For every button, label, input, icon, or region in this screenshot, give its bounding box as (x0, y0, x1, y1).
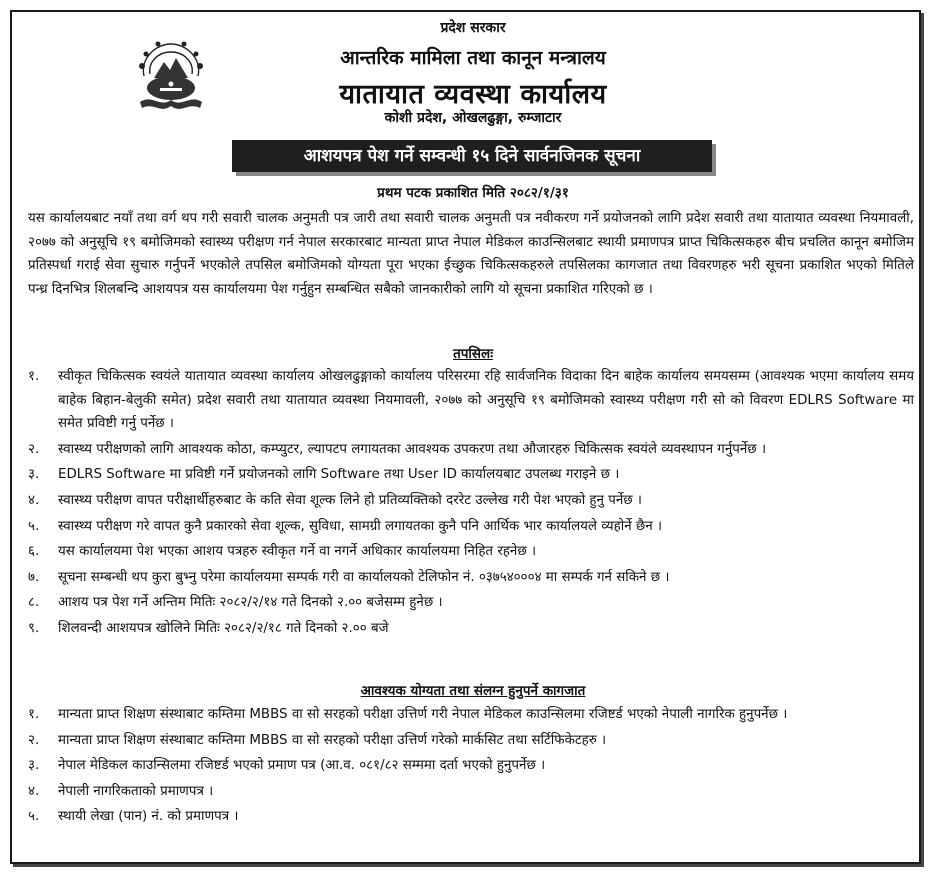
tapasil-heading (0, 344, 946, 362)
docs-list (28, 703, 914, 831)
item-text: स्वीकृत चिकित्सक स्वयंले यातायात व्यवस्था कार्यालय ओखलढुङ्गाको कार्यालय परिसरमा रहि सार्वजनिक विदाका दिन बाहेक कार्यालय समयसम्म (आवश्यक भएमा कार्यालय समय बाहेक बिहान-बेलुकी समेत) प्रदेश सवारी तथा यातायात व्यवस्था नियमावली, २०७७ को अनुसूचि १९ बमोजिमको स्वास्थ्य परीक्षण गरी सो को विवरण EDLRS Software मा समेत प्रविष्टी गर्नु पर्नेछ । (58, 369, 914, 432)
item-text: स्वास्थ्य परीक्षण वापत परीक्षार्थीहरुबाट के कति सेवा शूल्क लिने हो प्रतिव्यक्तिको दररेट उल्लेख गरी पेश भएको हुनु पर्नेछ । (58, 492, 642, 508)
header-government: प्रदेश सरकार (440, 20, 506, 36)
tapasil-list (28, 365, 914, 643)
item-number: ३. (28, 467, 40, 483)
item-text: नेपाल मेडिकल काउन्सिलमा रजिष्टर्ड भएको प्रमाण पत्र (आ.व. ०८१/८२ सम्ममा दर्ता भएको हुनुपर्नेछ । (58, 758, 546, 774)
item-number: २. (28, 732, 40, 748)
notice-title-banner: आशयपत्र पेश गर्ने सम्वन्धी १५ दिने सार्वनजिनक सूचना (232, 140, 712, 172)
list-item (28, 754, 914, 778)
item-number: ५. (28, 518, 40, 534)
publish-date: प्रथम पटक प्रकाशित मिति २०८२/१/३१ (377, 185, 569, 201)
docs-heading-text: आवश्यक योग्यता तथा संलग्न हुनुपर्ने कागजात (360, 683, 586, 699)
item-number: ९. (28, 620, 40, 636)
item-text: स्थायी लेखा (पान) नं. को प्रमाणपत्र । (58, 809, 239, 825)
list-item (28, 617, 914, 641)
list-item (28, 729, 914, 753)
item-text: स्वास्थ्य परीक्षणको लागि आवश्यक कोठा, कम्प्युटर, ल्यापटप लगायतका आवश्यक उपकरण तथा औजारहरु चिकित्सक स्वयंले व्यवस्थापन गर्नुपर्नेछ । (58, 441, 767, 457)
item-number: ४. (28, 492, 40, 508)
header-office: यातायात व्यवस्था कार्यालय (339, 79, 607, 110)
item-text: मान्यता प्राप्त शिक्षण संस्थाबाट कम्तिमा MBBS वा सो सरहको परीक्षा उत्तिर्ण गरेको मार्कसिट तथा सर्टिफिकेटहरु । (58, 732, 607, 748)
intro-paragraph: यस कार्यालयबाट नयाँ तथा वर्ग थप गरी सवारी चालक अनुमती पत्र जारी तथा सवारी चालक अनुमती पत्र नवीकरण गर्ने प्रयोजनको लागि प्रदेश सवारी तथा यातायात व्यवस्था नियमावली, २०७७ को अनुसूचि १९ बमोजिमको स्वास्थ्य परीक्षण गर्न नेपाल सरकारबाट मान्यता प्राप्त नेपाल मेडिकल काउन्सिलबाट स्थायी प्रमाणपत्र प्राप्त चिकित्सकहरु बीच प्रचलित कानून बमोजिम प्रतिस्पर्धा गराई सेवा सुचारु गर्नुपर्ने भएकोले तपसिल बमोजिमको योग्यता पूरा भएका ईच्छुक चिकित्सकहरुले तपसिलका कागजात तथा विवरणहरु भरी सूचना प्रकाशित भएको मितिले पन्ध्र दिनभित्र शिलबन्दि आशयपत्र यस कार्यालयमा पेश गर्नुहुन सम्बन्धित सबैको जानकारीको लागि यो सूचना प्रकाशित गरिएको छ । (28, 211, 914, 297)
list-item (28, 566, 914, 590)
list-item (28, 591, 914, 615)
list-item (28, 515, 914, 539)
item-text: शिलवन्दी आशयपत्र खोलिने मितिः २०८२/२/१८ गते दिनको २.०० बजे (58, 620, 389, 636)
item-text: यस कार्यालयमा पेश भएका आशय पत्रहरु स्वीकृत गर्ने वा नगर्ने अधिकार कार्यालयमा निहित रहनेछ । (58, 544, 537, 560)
header-ministry: आन्तरिक मामिला तथा कानून मन्त्रालय (340, 47, 606, 69)
list-item (28, 703, 914, 727)
list-item (28, 438, 914, 462)
docs-heading (0, 681, 946, 699)
item-number: ८. (28, 595, 40, 611)
item-number: ५. (28, 809, 40, 825)
item-text: नेपाली नागरिकताको प्रमाणपत्र । (58, 783, 214, 799)
item-number: ७. (28, 569, 40, 585)
item-number: ६. (28, 544, 40, 560)
item-text: मान्यता प्राप्त शिक्षण संस्थाबाट कम्तिमा MBBS वा सो सरहको परीक्षा उत्तिर्ण गरी नेपाल मेडिकल काउन्सिलमा रजिष्टर्ड भएको नेपाली नागरिक हुनुपर्नेछ । (58, 707, 788, 722)
item-number: २. (28, 441, 40, 457)
list-item (28, 489, 914, 513)
item-number: ४. (28, 783, 40, 799)
tapasil-heading-text: तपसिलः (453, 346, 493, 362)
item-number: १. (28, 369, 40, 384)
list-item (28, 805, 914, 829)
header-address: कोशी प्रदेश, ओखलढुङ्गा, रुम्जाटार (384, 110, 562, 126)
item-text: सूचना सम्बन्धी थप कुरा बुभ्नु परेमा कार्यालयमा सम्पर्क गरी वा कार्यालयको टेलिफोन नं. ०३७५४०००४ मा सम्पर्क गर्न सकिने छ । (58, 569, 670, 585)
list-item (28, 780, 914, 804)
list-item (28, 540, 914, 564)
item-text: EDLRS Software मा प्रविष्टी गर्ने प्रयोजनको लागि Software तथा User ID कार्यालयबाट उपलब्ध गराइने छ । (58, 467, 620, 483)
item-text: स्वास्थ्य परीक्षण गरे वापत कुनै प्रकारको सेवा शूल्क, सुविधा, सामग्री लगायतका कुनै पनि आर्थिक भार कार्यालयले व्यहोर्ने छैन । (58, 518, 663, 534)
item-number: ३. (28, 758, 40, 774)
item-text: आशय पत्र पेश गर्ने अन्तिम मितिः २०८२/२/१४ गते दिनको २.०० बजेसम्म हुनेछ । (58, 595, 443, 611)
list-item (28, 365, 914, 436)
item-number: १. (28, 707, 40, 722)
list-item (28, 463, 914, 487)
